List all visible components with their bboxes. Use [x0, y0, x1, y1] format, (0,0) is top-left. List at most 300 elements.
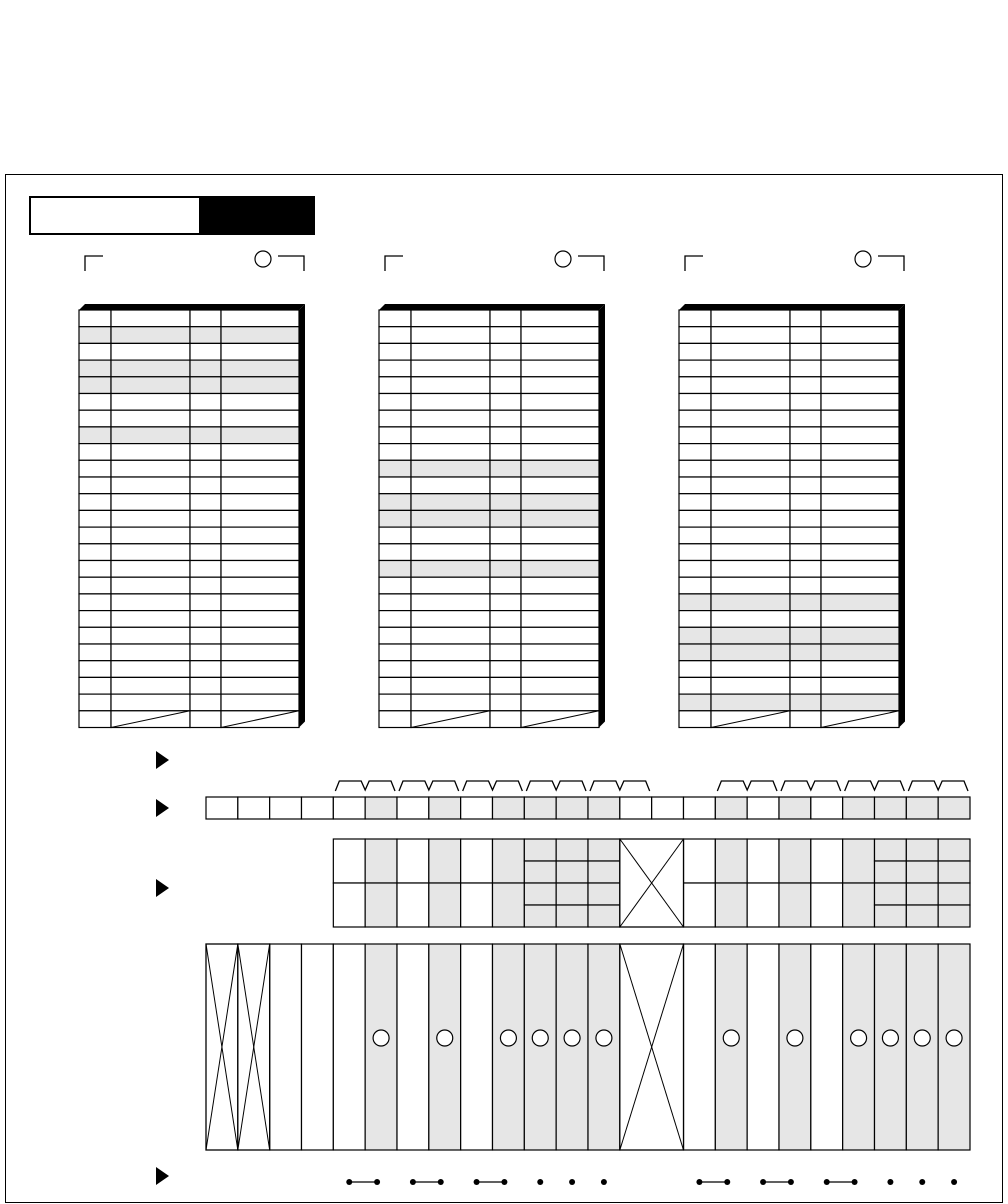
table-cell	[711, 444, 790, 461]
table-cell	[221, 694, 299, 711]
table-cell	[521, 527, 599, 544]
table-cell	[111, 343, 190, 360]
table-cell	[711, 644, 790, 661]
table-cell	[711, 410, 790, 427]
table-cell	[221, 561, 299, 578]
table-cell	[790, 661, 821, 678]
table-cell	[490, 410, 521, 427]
table-cell	[111, 410, 190, 427]
table-cell	[379, 611, 411, 628]
table-cell	[790, 694, 821, 711]
table-cell	[190, 310, 221, 327]
table-cell	[711, 627, 790, 644]
header-box	[30, 197, 314, 234]
bottom-grid-column	[365, 944, 397, 1150]
table-cell	[490, 711, 521, 728]
table-cell	[711, 494, 790, 511]
table-cell	[190, 477, 221, 494]
table-cell	[190, 627, 221, 644]
pointer-arrow-icon	[156, 799, 169, 817]
table-cell	[221, 527, 299, 544]
table-cell	[411, 494, 490, 511]
table-cell	[821, 561, 899, 578]
table-cell	[111, 561, 190, 578]
table-cell	[411, 527, 490, 544]
table-cell	[190, 644, 221, 661]
table-cell	[490, 310, 521, 327]
table-cell	[221, 327, 299, 344]
table-cell	[521, 627, 599, 644]
table-cell	[821, 444, 899, 461]
table-cell	[111, 360, 190, 377]
table-cell	[190, 494, 221, 511]
table-cell	[790, 677, 821, 694]
strip-cell	[365, 797, 397, 819]
mid-grid-cell	[779, 883, 811, 927]
table-cell	[111, 627, 190, 644]
table-cell	[411, 627, 490, 644]
table-cell	[111, 510, 190, 527]
bottom-grid	[206, 944, 970, 1150]
strip-cell	[779, 797, 811, 819]
table-cell	[521, 343, 599, 360]
table-cell	[79, 561, 111, 578]
table-cell	[79, 577, 111, 594]
table-cell	[790, 510, 821, 527]
table-cell	[490, 460, 521, 477]
table-cell	[521, 577, 599, 594]
mid-grid-cell	[747, 883, 779, 927]
table-cell	[379, 343, 411, 360]
cell-strip	[206, 797, 970, 819]
circle-icon	[855, 251, 871, 267]
table-cell	[111, 377, 190, 394]
table-cell	[679, 410, 711, 427]
table-cell	[221, 661, 299, 678]
table-cell	[711, 310, 790, 327]
strip-cell	[524, 797, 556, 819]
table-cell	[679, 644, 711, 661]
dot-icon	[374, 1179, 380, 1185]
table-cell	[490, 611, 521, 628]
dot-icon	[788, 1179, 794, 1185]
table-cell	[679, 611, 711, 628]
table-cell	[379, 694, 411, 711]
circle-icon	[914, 1030, 930, 1046]
mid-grid-subcell	[906, 883, 938, 905]
table-cell	[111, 327, 190, 344]
table-3	[679, 251, 905, 728]
strip-cell	[333, 797, 365, 819]
strip-cell	[206, 797, 238, 819]
mid-grid-subcell	[906, 861, 938, 883]
table-cell	[379, 661, 411, 678]
table-cell	[411, 561, 490, 578]
mid-grid-cell	[397, 883, 429, 927]
table-cell	[679, 477, 711, 494]
dot-icon	[474, 1179, 480, 1185]
corner-bracket-right	[878, 256, 904, 271]
table-cell	[821, 427, 899, 444]
mid-grid-subcell	[556, 905, 588, 927]
table-cell	[679, 711, 711, 728]
strip-cell	[652, 797, 684, 819]
table-cell	[821, 677, 899, 694]
corner-bracket-left	[85, 256, 103, 271]
table-cell	[411, 611, 490, 628]
mid-grid-subcell	[938, 883, 970, 905]
table-cell	[379, 627, 411, 644]
table-cell	[679, 510, 711, 527]
table-cell	[221, 494, 299, 511]
table-cell	[379, 477, 411, 494]
table-side-edge	[899, 304, 905, 728]
table-cell	[79, 460, 111, 477]
header-box-empty-segment	[30, 197, 200, 234]
table-cell	[679, 377, 711, 394]
table-cell	[190, 343, 221, 360]
table-cell	[221, 510, 299, 527]
bottom-grid-column	[684, 944, 716, 1150]
table-cell	[521, 310, 599, 327]
table-cell	[79, 694, 111, 711]
table-cell	[521, 677, 599, 694]
circle-icon	[596, 1030, 612, 1046]
table-cell	[821, 327, 899, 344]
brace-mark	[845, 781, 905, 791]
table-cell	[821, 310, 899, 327]
bottom-grid-column	[875, 944, 907, 1150]
table-cell	[490, 594, 521, 611]
table-cell	[679, 561, 711, 578]
strip-cell	[906, 797, 938, 819]
table-cell	[821, 343, 899, 360]
mid-grid-subcell	[588, 883, 620, 905]
table-cell	[521, 394, 599, 411]
table-cell	[411, 510, 490, 527]
dot-icon	[887, 1179, 893, 1185]
table-cell	[521, 327, 599, 344]
table-cell	[111, 477, 190, 494]
table-cell	[821, 494, 899, 511]
mid-grid-subcell	[875, 883, 907, 905]
mid-grid-subcell	[938, 905, 970, 927]
pointer-arrow-icon	[156, 751, 169, 769]
table-cell	[790, 343, 821, 360]
table-cell	[490, 627, 521, 644]
table-cell	[79, 677, 111, 694]
dot-icon	[696, 1179, 702, 1185]
table-cell	[521, 611, 599, 628]
table-cell	[711, 677, 790, 694]
table-cell	[679, 544, 711, 561]
circle-icon	[564, 1030, 580, 1046]
table-cell	[679, 527, 711, 544]
table-cell	[379, 544, 411, 561]
strip-cell	[397, 797, 429, 819]
table-cell	[521, 460, 599, 477]
table-cell	[521, 594, 599, 611]
table-cell	[221, 444, 299, 461]
table-cell	[790, 377, 821, 394]
mid-grid-subcell	[875, 861, 907, 883]
table-cell	[221, 544, 299, 561]
mid-grid-subcell	[556, 861, 588, 883]
table-cell	[221, 594, 299, 611]
table-cell	[111, 694, 190, 711]
circle-icon	[255, 251, 271, 267]
header-box-filled-segment	[200, 197, 314, 234]
table-cell	[490, 360, 521, 377]
table-cell	[679, 494, 711, 511]
table-2	[379, 251, 605, 728]
dot-icon	[601, 1179, 607, 1185]
table-cell	[221, 360, 299, 377]
strip-cell	[238, 797, 270, 819]
table-cell	[111, 444, 190, 461]
table-cell	[521, 494, 599, 511]
mid-grid-subcell	[906, 905, 938, 927]
table-cell	[821, 611, 899, 628]
mid-grid-cell	[429, 883, 461, 927]
table-cell	[490, 677, 521, 694]
circle-icon	[882, 1030, 898, 1046]
table-cell	[411, 661, 490, 678]
table-cell	[411, 594, 490, 611]
table-cell	[190, 460, 221, 477]
table-cell	[111, 577, 190, 594]
table-cell	[79, 360, 111, 377]
bottom-grid-column	[906, 944, 938, 1150]
table-cell	[411, 677, 490, 694]
mid-grid-cell	[715, 839, 747, 883]
table-cell	[521, 694, 599, 711]
table-cell	[111, 494, 190, 511]
table-cell	[379, 444, 411, 461]
mid-grid-subcell	[906, 839, 938, 861]
table-cell	[190, 611, 221, 628]
bottom-grid-column	[938, 944, 970, 1150]
table-cell	[790, 460, 821, 477]
table-cell	[790, 310, 821, 327]
table-cell	[821, 510, 899, 527]
table-cell	[190, 327, 221, 344]
table-cell	[490, 477, 521, 494]
mid-grid-cell	[811, 839, 843, 883]
table-cell	[190, 544, 221, 561]
mid-grid-subcell	[524, 905, 556, 927]
table-cell	[711, 394, 790, 411]
table-cell	[379, 494, 411, 511]
table-cell	[711, 360, 790, 377]
table-cell	[790, 611, 821, 628]
table-cell	[190, 677, 221, 694]
table-cell	[711, 510, 790, 527]
table-cell	[79, 711, 111, 728]
mid-grid	[333, 839, 970, 927]
table-cell	[711, 594, 790, 611]
mid-grid-cell	[333, 839, 365, 883]
table-cell	[411, 394, 490, 411]
table-cell	[379, 510, 411, 527]
table-cell	[821, 377, 899, 394]
table-cell	[679, 427, 711, 444]
table-cell	[711, 694, 790, 711]
table-cell	[221, 577, 299, 594]
circle-icon	[532, 1030, 548, 1046]
table-cell	[79, 327, 111, 344]
table-cell	[790, 527, 821, 544]
table-cell	[521, 377, 599, 394]
table-cell	[821, 360, 899, 377]
table-cell	[521, 427, 599, 444]
mid-grid-subcell	[938, 839, 970, 861]
table-cell	[111, 611, 190, 628]
dot-icon	[760, 1179, 766, 1185]
table-cell	[821, 460, 899, 477]
table-cell	[711, 327, 790, 344]
mid-grid-cell	[493, 839, 525, 883]
circle-icon	[555, 251, 571, 267]
bottom-grid-column	[811, 944, 843, 1150]
table-cell	[821, 627, 899, 644]
table-cell	[79, 377, 111, 394]
table-cell	[111, 310, 190, 327]
table-cell	[521, 360, 599, 377]
table-cell	[790, 494, 821, 511]
table-cell	[790, 477, 821, 494]
table-cell	[190, 694, 221, 711]
mid-grid-cell	[811, 883, 843, 927]
table-cell	[490, 510, 521, 527]
table-cell	[221, 377, 299, 394]
table-cell	[790, 444, 821, 461]
mid-grid-subcell	[938, 861, 970, 883]
table-side-edge	[299, 304, 305, 728]
circle-icon	[851, 1030, 867, 1046]
brace-row	[335, 781, 968, 791]
table-cell	[490, 343, 521, 360]
mid-grid-cell	[365, 839, 397, 883]
table-cell	[790, 627, 821, 644]
table-cell	[379, 577, 411, 594]
mid-grid-subcell	[524, 839, 556, 861]
table-cell	[79, 644, 111, 661]
table-top-edge	[679, 304, 905, 310]
table-cell	[190, 527, 221, 544]
mid-grid-subcell	[556, 839, 588, 861]
table-cell	[111, 544, 190, 561]
mid-grid-cell	[429, 839, 461, 883]
dot-icon	[724, 1179, 730, 1185]
table-cell	[190, 444, 221, 461]
table-cell	[221, 343, 299, 360]
brace-mark	[526, 781, 586, 791]
table-cell	[711, 377, 790, 394]
table-cell	[711, 343, 790, 360]
table-cell	[79, 594, 111, 611]
table-cell	[679, 444, 711, 461]
strip-cell	[461, 797, 493, 819]
mid-grid-cell	[779, 839, 811, 883]
table-cell	[490, 661, 521, 678]
corner-bracket-left	[685, 256, 703, 271]
table-cell	[79, 394, 111, 411]
table-cell	[379, 527, 411, 544]
strip-cell	[429, 797, 461, 819]
table-cell	[490, 394, 521, 411]
table-cell	[411, 427, 490, 444]
table-cell	[221, 627, 299, 644]
table-cell	[111, 460, 190, 477]
table-cell	[790, 410, 821, 427]
table-cell	[411, 310, 490, 327]
table-cell	[79, 494, 111, 511]
table-cell	[679, 460, 711, 477]
table-cell	[79, 611, 111, 628]
table-cell	[411, 577, 490, 594]
strip-cell	[493, 797, 525, 819]
mid-grid-subcell	[556, 883, 588, 905]
mid-grid-cell	[843, 839, 875, 883]
table-cell	[521, 510, 599, 527]
table-cell	[379, 427, 411, 444]
bottom-grid-column	[556, 944, 588, 1150]
table-cell	[711, 661, 790, 678]
table-cell	[490, 327, 521, 344]
table-cell	[490, 694, 521, 711]
brace-mark	[399, 781, 459, 791]
table-cell	[679, 310, 711, 327]
bottom-grid-column	[524, 944, 556, 1150]
mid-grid-cell	[333, 883, 365, 927]
brace-mark	[463, 781, 523, 791]
table-cell	[790, 394, 821, 411]
strip-cell	[556, 797, 588, 819]
mid-grid-cell	[715, 883, 747, 927]
table-cell	[821, 527, 899, 544]
table-cell	[79, 310, 111, 327]
table-cell	[379, 410, 411, 427]
dot-icon	[951, 1179, 957, 1185]
table-cell	[490, 561, 521, 578]
table-cell	[790, 561, 821, 578]
dot-icon	[824, 1179, 830, 1185]
strip-cell	[747, 797, 779, 819]
table-cell	[411, 444, 490, 461]
table-cell	[379, 394, 411, 411]
table-cell	[821, 644, 899, 661]
table-cell	[379, 460, 411, 477]
table-cell	[221, 677, 299, 694]
table-cell	[490, 577, 521, 594]
strip-cell	[843, 797, 875, 819]
table-cell	[379, 711, 411, 728]
table-cell	[711, 460, 790, 477]
table-cell	[79, 627, 111, 644]
table-cell	[490, 544, 521, 561]
strip-cell	[875, 797, 907, 819]
bottom-grid-column	[715, 944, 747, 1150]
table-cell	[379, 327, 411, 344]
circle-icon	[946, 1030, 962, 1046]
table-cell	[821, 544, 899, 561]
circle-icon	[437, 1030, 453, 1046]
table-cell	[711, 427, 790, 444]
table-cell	[411, 544, 490, 561]
corner-bracket-right	[278, 256, 304, 271]
brace-mark	[335, 781, 395, 791]
